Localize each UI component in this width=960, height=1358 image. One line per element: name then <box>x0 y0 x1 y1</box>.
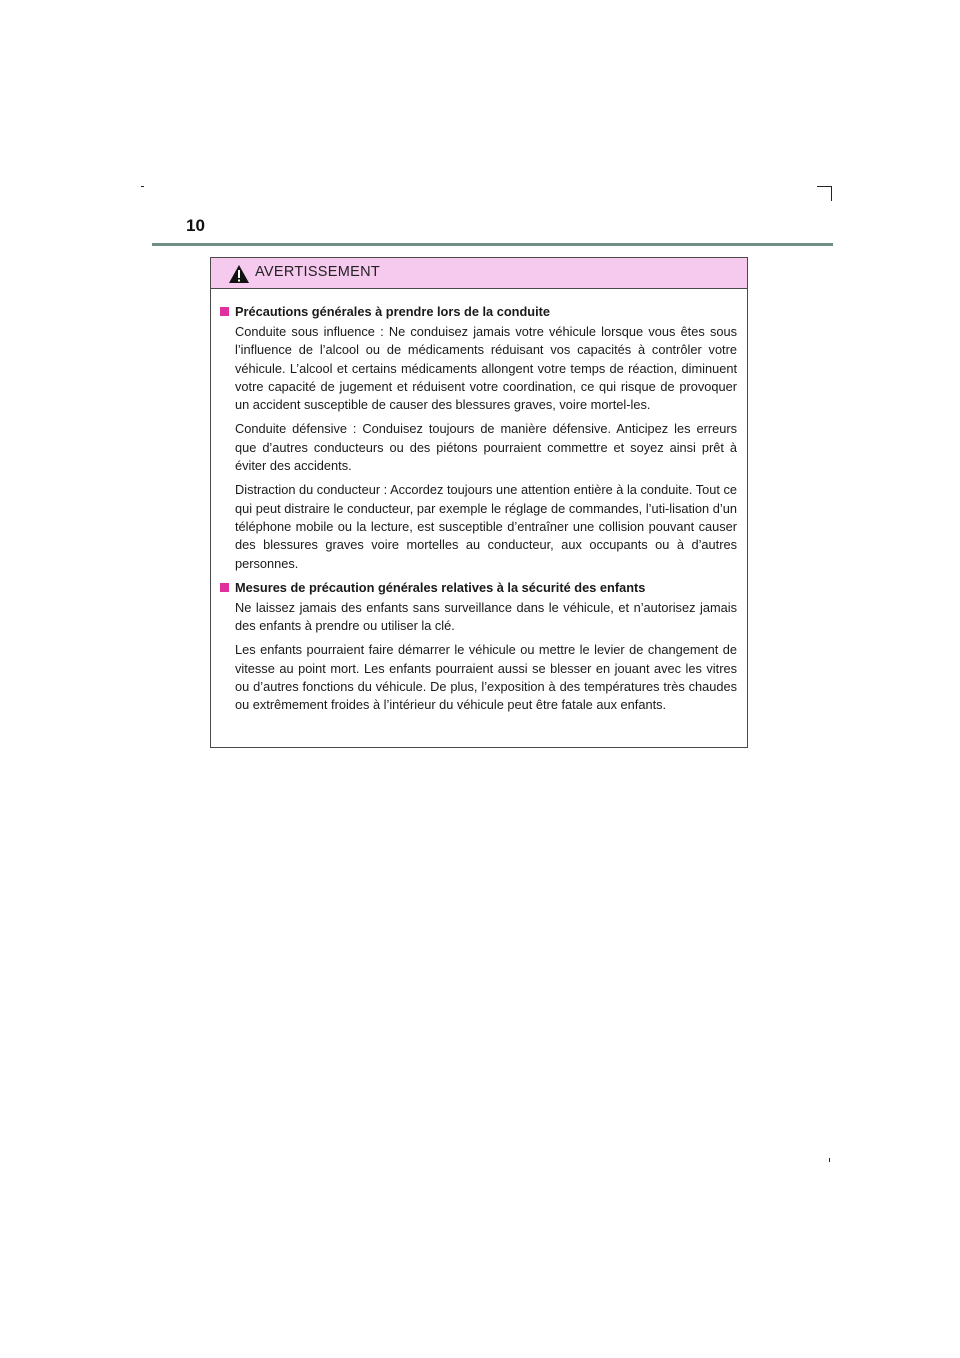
section-driving-precautions <box>219 303 737 573</box>
section-heading-text: Précautions générales à prendre lors de la conduite <box>235 304 551 319</box>
crop-mark-top-right-horizontal <box>817 186 832 187</box>
warning-box <box>210 257 748 748</box>
paragraph-driving-under-influence: Conduite sous influence : Ne conduisez jamais votre véhicule lorsque vous êtes sous l’influence de l’alcool ou de médicaments réduisant vos capacités à contrôler votre véhicule. L’alcool et certains médicaments allongent votre temps de réaction, diminuent votre capacité de jugement et réduisent votre coordination, ce qui risque de provoquer un accident susceptible de causer des blessures graves, voire mortel-les. <box>235 324 737 413</box>
warning-triangle-icon <box>228 264 250 284</box>
paragraph-child-hazards: Les enfants pourraient faire démarrer le véhicule ou mettre le levier de changement de vitesse au point mort. Les enfants pourraient aussi se blesser en jouant avec les vitres ou d’autres fonctions du véhicule. De plus, l’exposition à des températures très chaudes ou extrêmement froides à l’intérieur du véhicule peut être fatale aux enfants. <box>235 642 737 713</box>
section-heading <box>219 303 737 321</box>
paragraph-child-unattended: Ne laissez jamais des enfants sans surveillance dans le véhicule, et n’autorisez jamais des enfants à prendre ou utiliser la clé. <box>235 599 737 634</box>
paragraph-driver-distraction: Distraction du conducteur : Accordez toujours une attention entière à la conduite. Tout ce qui peut distraire le conducteur, par exemple le réglage de commandes, l’uti-lisation d’un téléphone mobile ou la lecture, est susceptible d’entraîner une collision pouvant causer des blessures graves voire mortelles au conducteur, aux occupants ou à d’autres personnes. <box>235 482 737 571</box>
section-child-safety <box>219 579 737 715</box>
warning-header <box>211 258 747 289</box>
crop-mark-top-left <box>141 186 144 187</box>
warning-body <box>211 289 747 715</box>
crop-mark-bottom-right <box>829 1158 830 1162</box>
page-number: 10 <box>186 216 205 235</box>
square-bullet-icon <box>220 583 229 592</box>
crop-mark-top-right-vertical <box>831 186 832 201</box>
paragraph-defensive-driving: Conduite défensive : Conduisez toujours de manière défensive. Anticipez les erreurs que d’autres conducteurs ou des piétons pourraient commettre et soyez ainsi prêt à éviter des accidents. <box>235 421 737 474</box>
header-rule <box>152 243 833 246</box>
square-bullet-icon <box>220 307 229 316</box>
warning-title: AVERTISSEMENT <box>255 264 381 280</box>
section-heading <box>219 579 737 597</box>
section-heading-text: Mesures de précaution générales relatives à la sécurité des enfants <box>235 579 646 595</box>
